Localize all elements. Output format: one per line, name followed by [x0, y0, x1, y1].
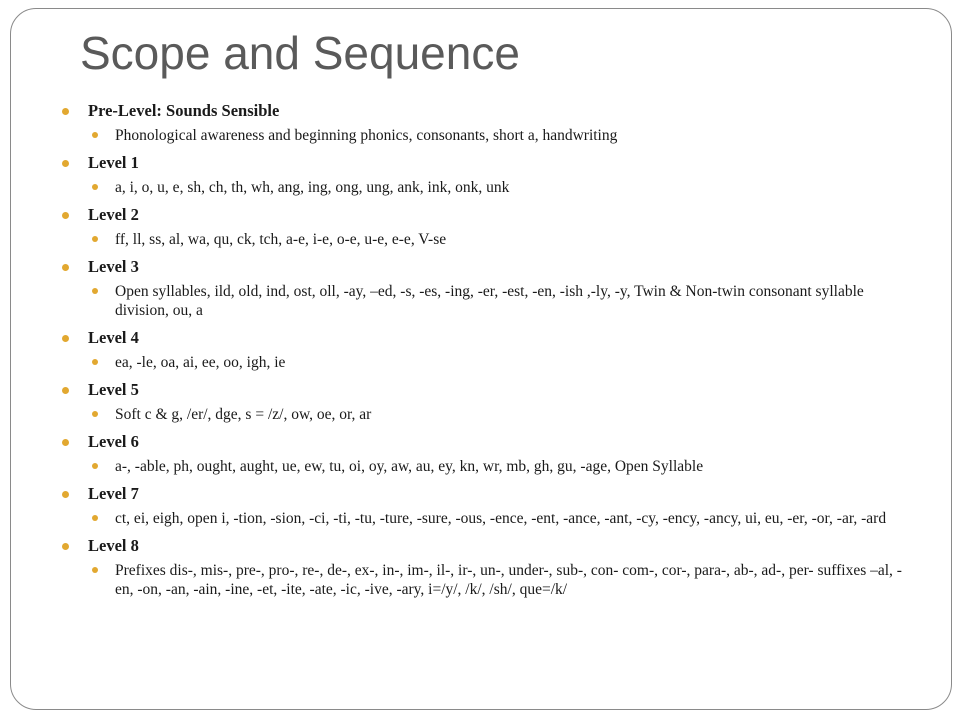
level-item	[62, 431, 912, 453]
level-item	[62, 535, 912, 557]
level-item	[62, 152, 912, 174]
bullet-icon	[62, 491, 69, 498]
level-detail	[62, 178, 912, 197]
bullet-icon	[92, 132, 98, 138]
level-item	[62, 256, 912, 278]
page-title: Scope and Sequence	[80, 27, 520, 79]
level-detail-text: Phonological awareness and beginning phonics, consonants, short a, handwriting	[115, 127, 618, 144]
level-detail	[62, 282, 912, 320]
bullet-icon	[62, 212, 69, 219]
level-item	[62, 483, 912, 505]
level-item	[62, 100, 912, 122]
level-detail	[62, 353, 912, 372]
level-name: Level 7	[88, 484, 139, 503]
level-detail-text: a-, -able, ph, ought, aught, ue, ew, tu, oi, oy, aw, au, ey, kn, wr, mb, gh, gu, -age, Open Syllable	[115, 458, 704, 475]
bullet-icon	[92, 463, 98, 469]
bullet-icon	[62, 108, 69, 115]
level-detail-text: ff, ll, ss, al, wa, qu, ck, tch, a-e, i-e, o-e, u-e, e-e, V-se	[115, 231, 447, 248]
level-detail-text: Open syllables, ild, old, ind, ost, oll, -ay, –ed, -s, -es, -ing, -er, -est, -en, -ish ,-ly, -y, Twin & Non-twin consonant syllable division, ou, a	[115, 283, 864, 319]
bullet-icon	[92, 288, 98, 294]
level-detail	[62, 457, 912, 476]
level-name: Level 2	[88, 205, 139, 224]
level-detail	[62, 405, 912, 424]
level-name: Level 3	[88, 257, 139, 276]
level-detail	[62, 561, 912, 599]
level-name: Level 4	[88, 328, 139, 347]
bullet-icon	[62, 387, 69, 394]
level-list	[62, 100, 912, 599]
bullet-icon	[92, 515, 98, 521]
bullet-icon	[92, 567, 98, 573]
bullet-icon	[62, 160, 69, 167]
level-detail	[62, 509, 912, 528]
level-name: Level 6	[88, 432, 139, 451]
level-name: Level 8	[88, 536, 139, 555]
level-item	[62, 204, 912, 226]
bullet-icon	[92, 184, 98, 190]
bullet-icon	[62, 335, 69, 342]
bullet-icon	[92, 411, 98, 417]
level-detail-text: a, i, o, u, e, sh, ch, th, wh, ang, ing, ong, ung, ank, ink, onk, unk	[115, 179, 510, 196]
level-name: Level 5	[88, 380, 139, 399]
level-detail	[62, 230, 912, 249]
bullet-icon	[92, 236, 98, 242]
level-detail	[62, 126, 912, 145]
level-item	[62, 379, 912, 401]
level-name: Pre-Level: Sounds Sensible	[88, 101, 280, 120]
bullet-icon	[62, 439, 69, 446]
level-detail-text: ct, ei, eigh, open i, -tion, -sion, -ci, -ti, -tu, -ture, -sure, -ous, -ence, -ent, -ance, -ant, -cy, -ency, -ancy, ui, eu, -er, -or, -ar, -ard	[115, 510, 887, 527]
level-item	[62, 327, 912, 349]
level-detail-text: Prefixes dis-, mis-, pre-, pro-, re-, de-, ex-, in-, im-, il-, ir-, un-, under-, sub-, con- com-, cor-, para-, ab-, ad-, per- suffixes –al, -en, -on, -an, -ain, -ine, -et, -ite, -ate, -ic, -ive, -ary, i=/y/, /k/, /sh/, que=/k/	[115, 562, 902, 598]
level-detail-text: ea, -le, oa, ai, ee, oo, igh, ie	[115, 354, 286, 371]
bullet-icon	[62, 543, 69, 550]
bullet-icon	[92, 359, 98, 365]
bullet-icon	[62, 264, 69, 271]
level-name: Level 1	[88, 153, 139, 172]
level-detail-text: Soft c & g, /er/, dge, s = /z/, ow, oe, or, ar	[115, 406, 372, 423]
